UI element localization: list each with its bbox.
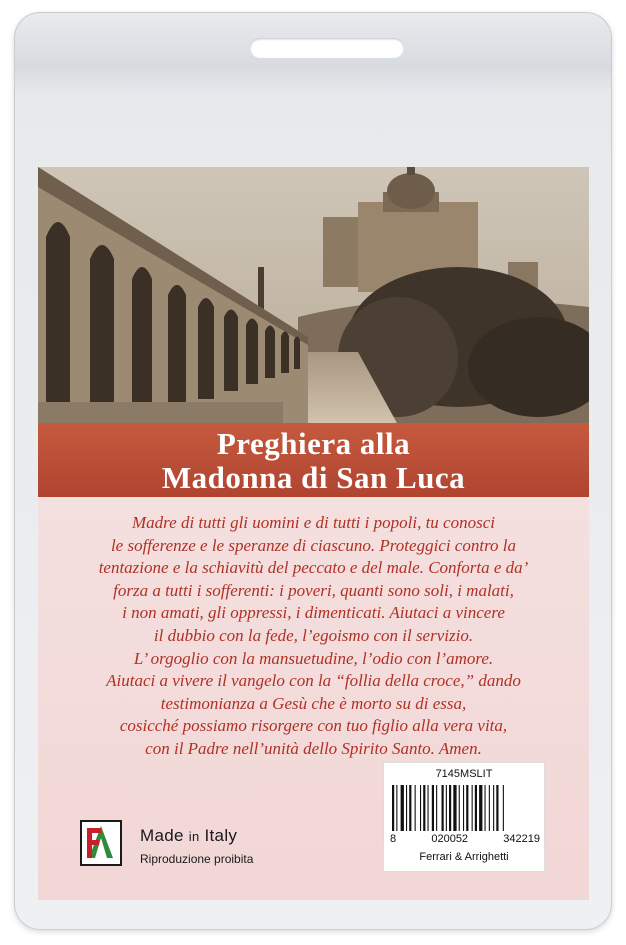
prayer-line: cosicché possiamo risorgere con tuo figlio alla vera vita,: [119, 716, 508, 736]
title-line-1: Preghiera alla: [216, 426, 411, 461]
prayer-text: [48, 512, 579, 761]
hang-slot: [250, 38, 404, 58]
made-word: Made: [140, 826, 184, 845]
prayer-line: i non amati, gli oppressi, i dimenticati. Aiutaci a vincere: [122, 603, 505, 623]
ean-digits: [390, 833, 540, 845]
sku-code: 7145MSLIT: [435, 768, 493, 780]
prayer-line: le sofferenze e le speranze di ciascuno. Proteggici contro la: [110, 535, 517, 555]
reproduction-notice: Riproduzione proibita: [140, 852, 254, 866]
prayer-line: L’ orgoglio con la mansuetudine, l’odio con l’amore.: [133, 648, 494, 668]
prayer-line: Madre di tutti gli uomini e di tutti i popoli, tu conosci: [132, 513, 495, 532]
italy-word: Italy: [204, 826, 238, 845]
fa-logo-icon: [80, 820, 122, 866]
prayer-line: tentazione e la schiavitù del peccato e del male. Conforta e da’: [98, 558, 529, 578]
title-line-2: Madonna di San Luca: [161, 460, 466, 495]
made-in-italy: [140, 826, 253, 866]
ean-left-group: 020052: [431, 833, 469, 845]
ean-right-group: 342219: [503, 833, 540, 845]
prayer-line: con il Padre nell’unità dello Spirito Santo. Amen.: [145, 738, 482, 758]
sanctuary-photo: [38, 167, 589, 425]
prayer-line: forza a tutti i sofferenti: i poveri, quanti sono soli, i malati,: [113, 580, 514, 600]
sanctuary-illustration: [38, 167, 589, 425]
ean-first-digit: 8: [390, 833, 397, 845]
barcode-label: [383, 762, 545, 872]
title-band: [38, 423, 589, 497]
prayer-line: testimonianza a Gesù che è morto su di essa,: [160, 693, 467, 713]
prayer-line: il dubbio con la fede, l’egoismo con il servizio.: [153, 625, 474, 645]
barcode-icon: [392, 785, 536, 833]
in-word: in: [188, 829, 200, 844]
prayer-line: Aiutaci a vivere il vangelo con la “follia della croce,” dando: [106, 671, 521, 691]
manufacturer-name: Ferrari & Arrighetti: [419, 851, 509, 863]
